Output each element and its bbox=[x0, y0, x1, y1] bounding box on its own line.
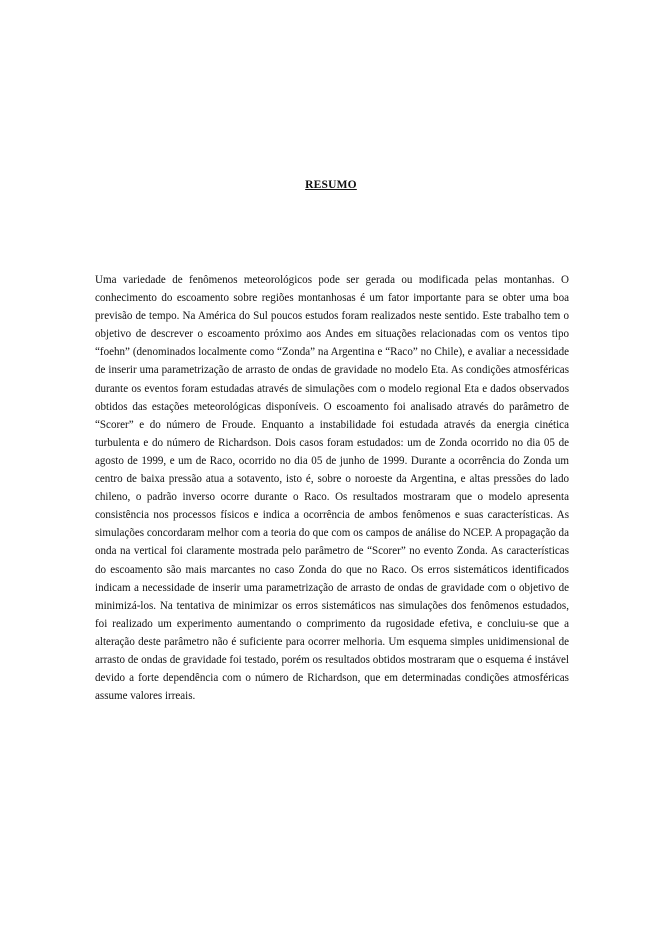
page-title: RESUMO bbox=[305, 179, 357, 191]
abstract-paragraph: Uma variedade de fenômenos meteorológicos pode ser gerada ou modificada pelas montanhas. O conhecimento do escoamento sobre regiões montanhosas é um fator importante para se obter uma boa previsão de tempo. Na América do Sul poucos estudos foram realizados neste sentido. Este trabalho tem o objetivo de descrever o escoamento próximo aos Andes em situações relacionadas com os ventos tipo “foehn” (denominados localmente como “Zonda” na Argentina e “Raco” no Chile), e avaliar a necessidade de inserir uma parametrização de arrasto de ondas de gravidade no modelo Eta. As condições atmosféricas durante os eventos foram estudadas através de simulações com o modelo regional Eta e dados observados obtidos das estações meteorológicas disponíveis. O escoamento foi analisado através do parâmetro de “Scorer” e do número de Froude. Enquanto a instabilidade foi estudada através da energia cinética turbulenta e do número de Richardson. Dois casos foram estudados: um de Zonda ocorrido no dia 05 de agosto de 1999, e um de Raco, ocorrido no dia 05 de junho de 1999. Durante a ocorrência do Zonda um centro de baixa pressão atua a sotavento, isto é, sobre o noroeste da Argentina, e altas pressões do lado chileno, o padrão inverso ocorre durante o Raco. Os resultados mostraram que o modelo apresenta consistência nos processos físicos e indica a ocorrência de ambos fenômenos e suas características. As simulações concordaram melhor com a teoria do que com os campos de análise do NCEP. A propagação da onda na vertical foi claramente mostrada pelo parâmetro de “Scorer” no evento Zonda. As características do escoamento são mais marcantes no caso Zonda do que no Raco. Os erros sistemáticos identificados indicam a necessidade de inserir uma parametrização de arrasto de ondas de gravidade com o objetivo de minimizá-los. Na tentativa de minimizar os erros sistemáticos nas simulações dos fenômenos estudados, foi realizado um experimento aumentando o comprimento da rugosidade efetiva, e concluiu-se que a alteração deste parâmetro não é suficiente para ocorrer melhoria. Um esquema simples unidimensional de arrasto de ondas de gravidade foi testado, porém os resultados obtidos mostraram que o esquema é instável devido a forte dependência com o número de Richardson, que em determinadas condições atmosféricas assume valores irreais. bbox=[95, 274, 569, 703]
